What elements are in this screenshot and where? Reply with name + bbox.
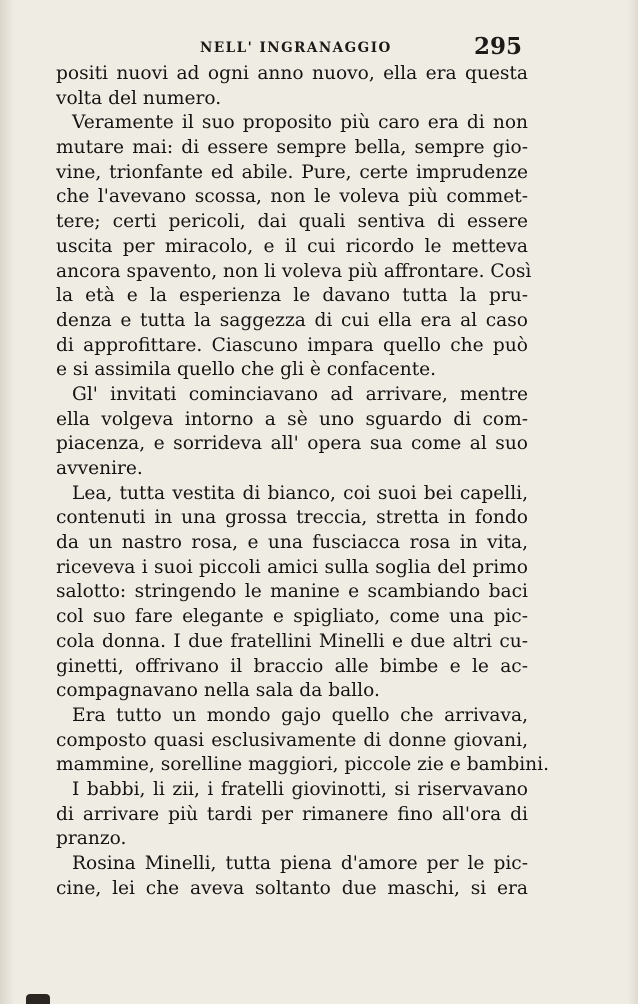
page-edge-shadow <box>628 0 638 1004</box>
paragraph <box>56 482 528 704</box>
body-text <box>56 62 550 901</box>
text-line: contenuti in una grossa treccia, stretta in fondo <box>56 507 528 529</box>
text-line: Era tutto un mondo gajo quello che arrivava, <box>72 704 528 726</box>
paragraph <box>56 852 528 901</box>
paragraph <box>56 778 528 852</box>
text-line: da un nastro rosa, e una fusciacca rosa in vita, <box>56 532 528 554</box>
text-line: che l'avevano scossa, non le voleva più commet- <box>56 186 528 208</box>
text-line: Gl' invitati cominciavano ad arrivare, mentre <box>72 383 528 405</box>
text-line: mutare mai: di essere sempre bella, sempre gio- <box>56 137 528 159</box>
text-line: col suo fare elegante e spigliato, come una pic- <box>56 606 528 628</box>
page-number: 295 <box>474 33 523 60</box>
text-line: piacenza, e sorrideva all' opera sua come al suo <box>56 433 528 455</box>
text-line: cine, lei che aveva soltanto due maschi, si era <box>56 877 528 899</box>
text-line: I babbi, li zii, i fratelli giovinotti, si riservavano <box>72 778 528 800</box>
running-head: NELL' INGRANAGGIO <box>200 40 392 56</box>
text-line: e si assimila quello che gli è confacente. <box>56 359 437 381</box>
paragraph <box>56 704 550 778</box>
text-line: compagnavano nella sala da ballo. <box>56 680 380 702</box>
text-line: salotto: stringendo le manine e scambiando baci <box>56 581 528 603</box>
text-line: ella volgeva intorno a sè uno sguardo di com- <box>56 408 528 430</box>
text-line: positi nuovi ad ogni anno nuovo, ella era questa <box>56 63 528 84</box>
paragraph <box>56 111 532 383</box>
text-line: cola donna. I due fratellini Minelli e due altri cu- <box>56 630 528 652</box>
text-line: avvenire. <box>56 458 143 479</box>
text-line: ancora spavento, non li voleva più affrontare. Così <box>56 260 532 282</box>
text-line: uscita per miracolo, e il cui ricordo le metteva <box>56 235 528 257</box>
text-line: volta del numero. <box>56 87 222 109</box>
text-line: mammine, sorelline maggiori, piccole zie e bambini. <box>56 754 550 776</box>
text-line: tere; certi pericoli, dai quali sentiva di essere <box>56 211 528 233</box>
text-line: riceveva i suoi piccoli amici sulla soglia del primo <box>56 556 528 578</box>
text-line: Veramente il suo proposito più caro era di non <box>72 112 528 134</box>
text-line: Lea, tutta vestita di bianco, coi suoi bei capelli, <box>72 482 528 504</box>
text-line: la età e la esperienza le davano tutta la pru- <box>56 285 528 307</box>
text-line: composto quasi esclusivamente di donne giovani, <box>56 729 528 751</box>
text-line: di approfittare. Ciascuno impara quello che può <box>56 334 528 356</box>
paragraph <box>56 62 528 111</box>
text-line: di arrivare più tardi per rimanere fino all'ora di <box>56 803 528 825</box>
text-line: denza e tutta la saggezza di cui ella era al caso <box>56 309 528 331</box>
page-gutter-shadow <box>0 0 14 1004</box>
ink-smudge <box>26 994 50 1004</box>
paragraph <box>56 383 528 482</box>
text-line: vine, trionfante ed abile. Pure, certe imprudenze <box>56 161 528 183</box>
text-line: Rosina Minelli, tutta piena d'amore per le pic- <box>72 853 528 874</box>
text-line: ginetti, offrivano il braccio alle bimbe e le ac- <box>56 655 528 677</box>
text-line: pranzo. <box>56 828 127 850</box>
